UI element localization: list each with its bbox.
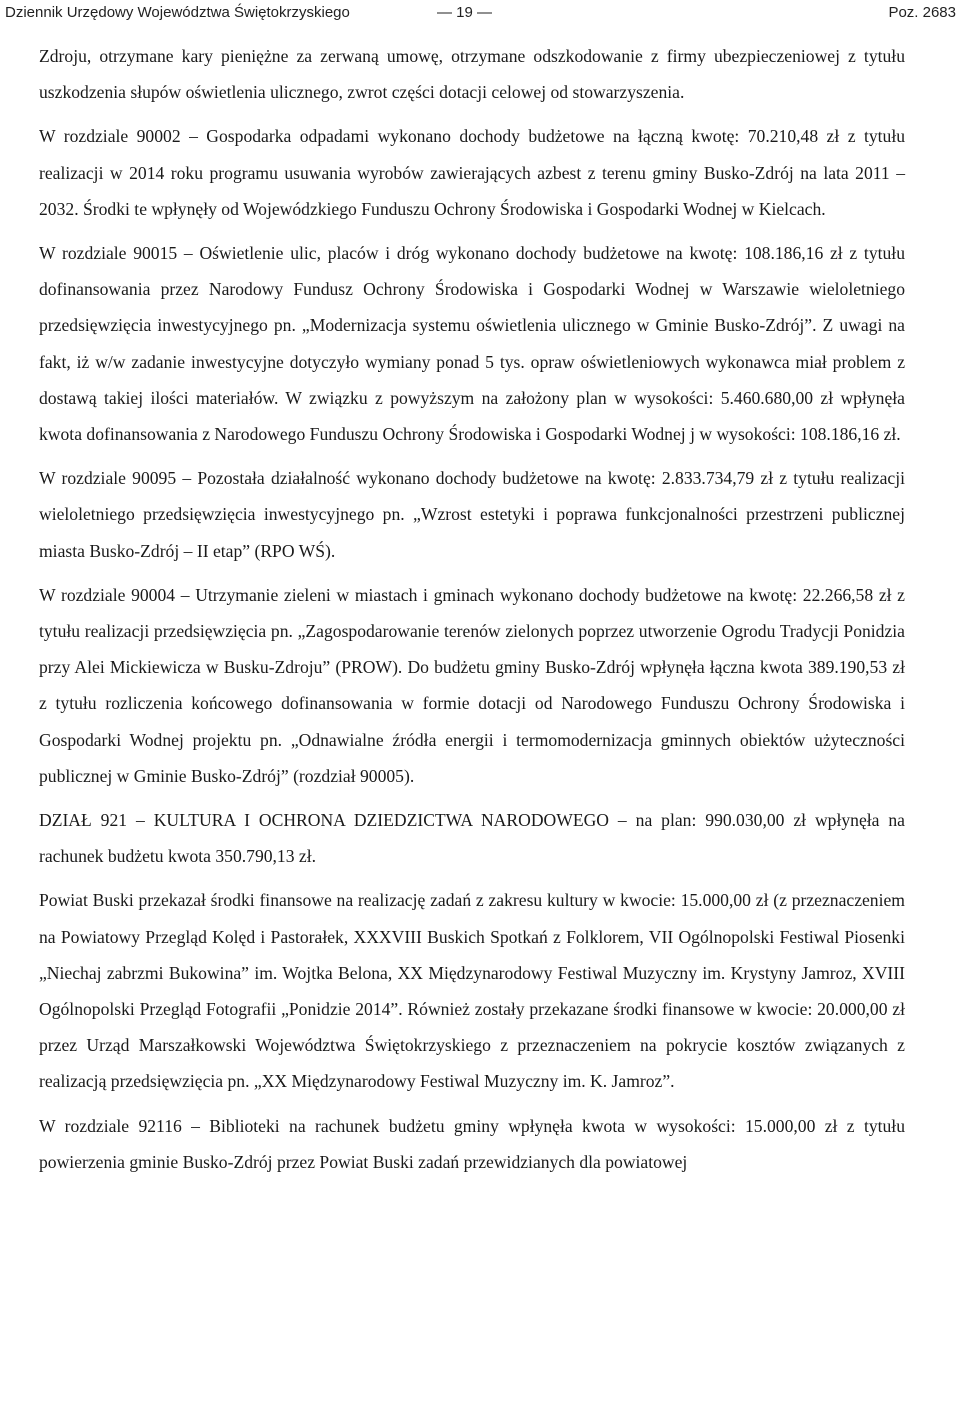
paragraph-90015: W rozdziale 90015 – Oświetlenie ulic, placów i dróg wykonano dochody budżetowe na kwotę: 108.186,16 zł z tytułu dofinansowania przez Narodowy Fundusz Ochrony Środowiska i Gospodarki Wodnej w Warszawie wieloletniego przedsięwzięcia inwestycyjnego pn. „Modernizacja systemu oświetlenia ulicznego w Gminie Busko-Zdrój”. Z uwagi na fakt, iż w/w zadanie inwestycyjne dotyczyło wymiany ponad 5 tys. opraw oświetleniowych wykonawca miał problem z dostawą takiej ilości materiałów. W związku z powyższym na założony plan w wysokości: 5.460.680,00 zł wpłynęła kwota dofinansowania z Narodowego Funduszu Ochrony Środowiska i Gospodarki Wodnej j w wysokości: 108.186,16 zł. (39, 243, 905, 445)
page-number: — 19 — (437, 4, 493, 21)
paragraph-90095: W rozdziale 90095 – Pozostała działalność wykonano dochody budżetowe na kwotę: 2.833.734,79 zł z tytułu realizacji wieloletniego przedsięwzięcia inwestycyjnego pn. „Wzrost estetyki i poprawa funkcjonalności przestrzeni publicznej miasta Busko-Zdrój – II etap” (RPO WŚ). (39, 468, 905, 561)
position-number: Poz. 2683 (888, 4, 956, 21)
paragraph-92116: W rozdziale 92116 – Biblioteki na rachunek budżetu gminy wpłynęła kwota w wysokości: 15.000,00 zł z tytułu powierzenia gminie Busko-Zdrój przez Powiat Buski zadań przewidzianych dla powiatowej (39, 1115, 905, 1172)
journal-title: Dziennik Urzędowy Województwa Świętokrzyskiego (5, 4, 350, 21)
paragraph-90004: W rozdziale 90004 – Utrzymanie zieleni w miastach i gminach wykonano dochody budżetowe na kwotę: 22.266,58 zł z tytułu realizacji przedsięwzięcia pn. „Zagospodarowanie terenów zielonych poprzez utworzenie Ogrodu Tradycji Ponidzia przy Alei Mickiewicza w Busku-Zdroju” (PROW). Do budżetu gminy Busko-Zdrój wpłynęła łączna kwota 389.190,53 zł z tytułu rozliczenia końcowego dofinansowania w formie dotacji od Narodowego Funduszu Ochrony Środowiska i Gospodarki Wodnej projektu pn. „Odnawialne źródła energii i termomodernizacja gminnych obiektów użyteczności publicznej w Gminie Busko-Zdrój” (rozdział 90005). (39, 584, 905, 786)
paragraph-powiat-buski: Powiat Buski przekazał środki finansowe na realizację zadań z zakresu kultury w kwocie: 15.000,00 zł (z przeznaczeniem na Powiatowy Przegląd Kolęd i Pastorałek, XXXVIII Buskich Spotkań z Folklorem, VII Ogólnopolski Festiwal Piosenki „Niechaj zabrzmi Bukowina” im. Wojtka Belona, XX Międzynarodowy Festiwal Muzyczny im. Krystyny Jamroz, XVIII Ogólnopolski Przegląd Fotografii „Ponidzie 2014”. Również zostały przekazane środki finansowe w kwocie: 20.000,00 zł przez Urząd Marszałkowski Województwa Świętokrzyskiego z przeznaczeniem na pokrycie kosztów związanych z realizacją przedsięwzięcia pn. „XX Międzynarodowy Festiwal Muzyczny im. K. Jamroz”. (39, 890, 905, 1092)
page-header (0, 0, 960, 26)
document-body (39, 38, 905, 1180)
paragraph-continuation: Zdroju, otrzymane kary pieniężne za zerwaną umowę, otrzymane odszkodowanie z firmy ubezpieczeniowej z tytułu uszkodzenia słupów oświetlenia ulicznego, zwrot części dotacji celowej od stowarzyszenia. (39, 46, 905, 103)
paragraph-dzial-921: DZIAŁ 921 – KULTURA I OCHRONA DZIEDZICTWA NARODOWEGO – na plan: 990.030,00 zł wpłynęła na rachunek budżetu kwota 350.790,13 zł. (39, 810, 905, 867)
paragraph-90002: W rozdziale 90002 – Gospodarka odpadami wykonano dochody budżetowe na łączną kwotę: 70.210,48 zł z tytułu realizacji w 2014 roku programu usuwania wyrobów zawierających azbest z terenu gminy Busko-Zdrój na lata 2011 – 2032. Środki te wpłynęły od Wojewódzkiego Funduszu Ochrony Środowiska i Gospodarki Wodnej w Kielcach. (39, 126, 905, 219)
